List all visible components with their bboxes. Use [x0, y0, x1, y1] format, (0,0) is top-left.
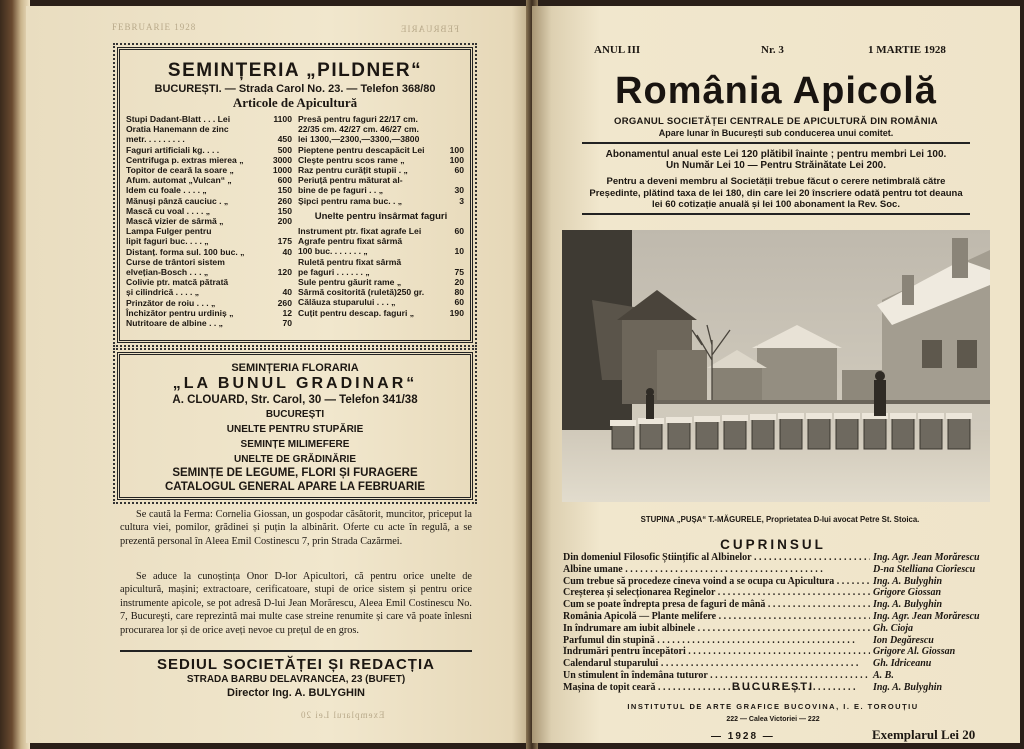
toc-article-title: Îndrumări pentru începători . . .	[563, 646, 870, 658]
item-name: Cleşte pentru scos rame „	[298, 154, 405, 165]
price-list-item	[126, 165, 292, 175]
price-list-item	[126, 298, 292, 308]
price-list-item	[126, 206, 292, 216]
footer-title: SEDIUL SOCIETĂȚEI ȘI REDACȚIA	[157, 656, 435, 673]
membership-info: Pentru a deveni membru al Societății trebue făcut o cerere netimbrală către Președinte, plătind taxa de lei 180, din care lei 20 înscriere odată pentru tot deauna lei 60 cotizație anuală și lei 100 abonament la Rev. Soc.	[589, 176, 963, 210]
price-list-item	[298, 155, 464, 165]
item-name: Lampa Fulger pentru	[126, 226, 212, 237]
item-price: 80	[454, 287, 464, 298]
item-name: Sârmă cositorită (ruletă)250 gr.	[298, 287, 425, 298]
item-price: 200	[277, 216, 292, 227]
toc-entry	[563, 599, 985, 611]
item-name: elvețian-Bosch . . . „	[126, 267, 209, 278]
subscription-info	[582, 149, 970, 171]
toc-entry	[563, 564, 985, 576]
price-list-item	[298, 246, 464, 256]
footer-rule	[120, 650, 472, 652]
item-name: lei 1300,—2300,—3300,—3800	[298, 134, 420, 145]
item-price: 500	[277, 144, 292, 155]
price-column-2	[298, 114, 464, 328]
item-price: 150	[277, 205, 292, 216]
toc-article-title: Mașina de topit ceară . . .	[563, 682, 870, 694]
price-list-item	[298, 124, 464, 134]
gradinar-city: BUCUREȘTI	[265, 409, 325, 420]
pildner-title: SEMINȚERIA „PILDNER“	[167, 60, 423, 81]
item-price: 60	[454, 226, 464, 237]
price-list-item	[126, 124, 292, 134]
item-name: Raz pentru curățit stupii . „	[298, 165, 408, 176]
price-list-item	[298, 114, 464, 124]
masthead-tagline: Apare lunar în București sub conducerea unui comitet.	[658, 128, 894, 138]
item-name: 100 buc. . . . . . . „	[298, 246, 368, 257]
publication-city: BUCUREȘTI	[731, 681, 815, 693]
issue-number: Nr. 3	[761, 44, 784, 56]
toc-entry	[563, 646, 985, 658]
masthead-subtitle: ORGANUL SOCIETĂȚEI CENTRALE DE APICULTURĂ DIN ROMÂNIA	[614, 116, 938, 127]
toc-entry	[563, 670, 985, 682]
item-price: 120	[277, 267, 292, 278]
item-price: 70	[282, 318, 292, 329]
photo-caption: STUPINA „PUȘA“ T.-MĂGURELE, Proprietatea D-lui avocat Petre St. Stoica.	[640, 515, 920, 524]
price-list-item	[298, 134, 464, 144]
item-name: 22/35 cm. 42/27 cm. 46/27 cm.	[298, 124, 419, 135]
suppliers-notice-paragraph: Se aduce la cunoștința Onor D-lor Apicultori, că pentru orice unelte de apicultură, mașini; extractoare, cerificatoare, stupi de orice sistem și pentru orice instrumente apicole, se pot adresă D-lui Jean Morărescu, Aleea Emil Costinescu No. 7, Bucureşti, care reprezintă mai multe case streine renumite și care vă poate înlesni procurarea lor și de orice aveți nevoe cu prețul de en gros.	[120, 571, 472, 636]
item-name: Călăuza stuparului . . . „	[298, 297, 396, 308]
issue-price: Exemplarul Lei 20	[872, 727, 976, 742]
item-price: 12	[282, 307, 292, 318]
item-price: 150	[277, 185, 292, 196]
price-list-item	[298, 308, 464, 318]
item-name: Pieptene pentru descapăcit Lei	[298, 144, 425, 155]
item-price	[461, 114, 464, 124]
item-name: Mască cu voal . . . . „	[126, 205, 211, 216]
price-list-item	[298, 297, 464, 307]
price-list-item	[126, 247, 292, 257]
item-name: Presă pentru faguri 22/17 cm.	[298, 114, 418, 124]
toc-entry	[563, 623, 985, 635]
price-group-2b	[298, 226, 464, 318]
item-name: Cuțit pentru descap. faguri „	[298, 307, 415, 318]
item-price: 40	[282, 246, 292, 257]
item-price: 260	[277, 195, 292, 206]
item-price: 450	[277, 134, 292, 145]
toc-author: Ing. Agr. Jean Morărescu	[873, 552, 980, 563]
apiary-photo-illustration	[562, 230, 990, 502]
item-price	[461, 175, 464, 185]
subscription-line-2: Un Număr Lei 10 — Pentru Străinătate Lei 200.	[665, 160, 887, 171]
item-name: Nutritoare de albine . . „	[126, 318, 223, 329]
apiary-photograph	[562, 230, 990, 502]
footer-address: STRADA BARBU DELAVRANCEA, 23 (BUFET)	[186, 674, 406, 685]
pildner-advertisement	[117, 47, 473, 343]
toc-article-title: Cum se poate îndrepta presa de faguri de mână . . .	[563, 599, 870, 611]
toc-article-title: Din domeniul Filosofic Științific al Albinelor . . .	[563, 552, 870, 564]
item-name: Colivie ptr. matcă pătrată	[126, 277, 229, 288]
item-price: 260	[277, 297, 292, 308]
item-name: metr. . . . . . . . .	[126, 134, 185, 145]
toc-entry	[563, 552, 985, 564]
toc-article-title: România Apicolă — Plante melifere . . .	[563, 611, 870, 623]
price-list-item	[126, 226, 292, 236]
price-list-item	[126, 236, 292, 246]
price-list-item	[126, 134, 292, 144]
printer-name: INSTITUTUL DE ARTE GRAFICE BUCOVINA, I. E. TOROUȚIU	[627, 702, 919, 711]
toc-author: D-na Stelliana Ciorîescu	[873, 563, 976, 575]
item-name: Centrifuga p. extras mierea „	[126, 154, 244, 165]
price-list-item	[298, 145, 464, 155]
item-price	[289, 257, 292, 267]
item-price: 3000	[272, 154, 292, 165]
toc-entry	[563, 576, 985, 588]
item-price: 175	[277, 236, 292, 247]
price-list-item	[126, 287, 292, 297]
item-name: Închizător pentru urdiniș „	[126, 307, 234, 318]
item-name: Instrument ptr. fixat agrafe Lei	[298, 226, 422, 237]
price-list-item	[126, 175, 292, 185]
toc-author: Ing. Agr. Jean Morărescu	[873, 610, 980, 622]
price-list-item	[126, 185, 292, 195]
ghost-header-text: FEBRUARIE 1928	[112, 22, 197, 32]
item-price	[461, 124, 464, 134]
publication-year: — 1928 —	[711, 731, 775, 742]
table-of-contents	[563, 552, 985, 694]
footer-director: Director Ing. A. BULYGHIN	[227, 687, 365, 699]
price-list-item	[298, 185, 464, 195]
pildner-subtitle: Articole de Apicultură	[232, 95, 358, 110]
item-price: 10	[454, 246, 464, 257]
toc-article-title: Albine umane . . .	[563, 564, 870, 576]
item-name: Agrafe pentru fixat sârmă	[298, 236, 403, 247]
price-list-item	[298, 257, 464, 267]
gradinar-line-6: SEMINȚE MILIMEFERE	[240, 439, 350, 450]
item-name: Distanț. forma sul. 100 buc. „	[126, 246, 245, 257]
price-list-item	[126, 196, 292, 206]
gradinar-line-5: UNELTE PENTRU STUPĂRIE	[226, 424, 364, 435]
item-name: Oratia Hanemann de zinc	[126, 124, 229, 135]
pildner-price-list	[126, 114, 464, 328]
price-list-item	[298, 277, 464, 287]
toc-author: Gh. Idriceanu	[873, 658, 932, 670]
price-list-item	[298, 267, 464, 277]
gradinar-advertisement	[117, 352, 473, 500]
item-price: 60	[454, 165, 464, 176]
price-list-item	[298, 287, 464, 297]
item-name: lipit faguri buc. . . . „	[126, 236, 209, 247]
toc-article-title: Parfumul din stupină . . .	[563, 635, 870, 647]
price-column-1	[126, 114, 292, 328]
item-price: 600	[277, 175, 292, 186]
item-price: 3	[459, 195, 464, 206]
item-name: Prinzător de roiu . . . „	[126, 297, 216, 308]
ghost-footer-text: Exemplarul Lei 20	[300, 710, 385, 720]
toc-author: Grigore Al. Giossan	[873, 646, 956, 658]
item-price	[289, 277, 292, 287]
toc-author: Grigore Giossan	[873, 587, 942, 599]
membership-rule	[582, 213, 970, 215]
toc-entry	[563, 658, 985, 670]
gradinar-address: A. CLOUARD, Str. Carol, 30 — Telefon 341/38	[172, 394, 418, 406]
toc-author: Ing. A. Bulyghin	[873, 575, 943, 587]
masthead-rule	[582, 142, 970, 144]
price-subheading: Unelte pentru însârmat faguri	[314, 210, 448, 222]
item-name: pe faguri . . . . . . „	[298, 266, 370, 277]
gradinar-name: „LA BUNUL GRADINAR“	[172, 375, 418, 392]
toc-author: Ing. A. Bulyghin	[873, 681, 943, 693]
item-name: Idem cu foale . . . . „	[126, 185, 207, 196]
toc-article-title: Cum trebue să procedeze cineva voind a se ocupa cu Apicultura . . .	[563, 576, 870, 588]
item-price: 40	[282, 287, 292, 298]
printer-address: 222 — Calea Victoriei — 222	[726, 716, 820, 723]
item-price	[461, 236, 464, 246]
item-name: Mănuși pânză cauciuc . „	[126, 195, 229, 206]
item-price	[289, 226, 292, 236]
toc-article-title: In îndrumare am iubit albinele . . .	[563, 623, 870, 635]
item-name: și cilindrică . . . . „	[126, 287, 200, 298]
price-list-item	[126, 318, 292, 328]
item-name: Afum. automat „Vulcan“ „	[126, 175, 232, 186]
contents-heading: CUPRINSUL	[720, 537, 826, 552]
item-name: Mască vizier de sârmă „	[126, 216, 224, 227]
issue-date: 1 MARTIE 1928	[868, 44, 946, 56]
price-list-item	[126, 114, 292, 124]
price-group-2a	[298, 114, 464, 206]
ghost-header-mirror: FEBRUARIE	[400, 24, 460, 34]
toc-author: A. B.	[873, 669, 894, 681]
price-list-item	[298, 175, 464, 185]
price-list-item	[298, 236, 464, 246]
gradinar-line-8: SEMINȚE DE LEGUME, FLORI ȘI FURAGERE	[172, 467, 418, 479]
price-list-item	[298, 226, 464, 236]
masthead-title: România Apicolă	[615, 70, 937, 112]
gradinar-line-7: UNELTE DE GRĂDINĂRIE	[233, 454, 357, 465]
item-price: 20	[454, 277, 464, 288]
item-name: Ruletă pentru fixat sârmă	[298, 256, 402, 267]
item-name: Curse de trântori sistem	[126, 256, 225, 267]
item-price: 1000	[272, 165, 292, 176]
item-price: 30	[454, 185, 464, 196]
price-list-item	[298, 196, 464, 206]
toc-article-title: Un stimulent în îndemâna tuturor . . .	[563, 670, 870, 682]
farm-notice-paragraph: Se caută la Ferma: Cornelia Giossan, un gospodar căsătorit, muncitor, priceput la cultura viei, pomilor, grădinei și puțin la albinărit. Oferte cu acte în regulă, a se prezentă personal în Aleea Emil Costinescu 7, prin Strada Cazărmei.	[120, 509, 472, 547]
toc-article-title: Calendarul stuparului . . .	[563, 658, 870, 670]
item-price: 60	[454, 297, 464, 308]
toc-entry	[563, 611, 985, 623]
toc-entry	[563, 635, 985, 647]
gradinar-line-1: SEMINȚERIA FLORARIA	[231, 362, 359, 374]
price-list-item	[126, 277, 292, 287]
item-price	[461, 257, 464, 267]
item-price: 190	[449, 307, 464, 318]
item-name: Faguri artificiali kg. . . .	[126, 144, 220, 155]
item-price	[289, 124, 292, 134]
issue-year: ANUL III	[594, 44, 641, 56]
pildner-address: BUCUREȘTI. — Strada Carol No. 23. — Telefon 368/80	[154, 83, 436, 95]
toc-entry	[563, 587, 985, 599]
toc-article-title: Creșterea și selecționarea Reginelor . . .	[563, 587, 870, 599]
price-list-item	[126, 257, 292, 267]
item-name: bine de pe faguri . . „	[298, 185, 383, 196]
price-list-item	[126, 308, 292, 318]
toc-author: Gh. Cioja	[873, 622, 914, 634]
item-price	[461, 134, 464, 144]
price-list-item	[298, 165, 464, 175]
toc-author: Ing. A. Bulyghin	[873, 599, 943, 611]
price-list-item	[126, 216, 292, 226]
item-price: 1100	[273, 114, 292, 124]
price-list-item	[126, 267, 292, 277]
toc-author: Ion Degărescu	[873, 634, 934, 646]
item-price: 100	[449, 144, 464, 155]
gradinar-line-9: CATALOGUL GENERAL APARE LA FEBRUARIE	[164, 481, 426, 493]
item-name: Șipci pentru rama buc. . „	[298, 195, 403, 206]
item-price: 100	[449, 154, 464, 165]
item-name: Sule pentru găurit rame „	[298, 277, 402, 288]
item-price: 75	[454, 266, 464, 277]
item-name: Topitor de ceară la soare „	[126, 165, 234, 176]
price-list-item	[126, 155, 292, 165]
item-name: Stupi Dadant-Blatt . . . Lei	[126, 114, 231, 124]
price-list-item	[126, 145, 292, 155]
item-name: Periuță pentru măturat al-	[298, 175, 403, 186]
subscription-line-1: Abonamentul anual este Lei 120 plătibil înainte ; pentru membri Lei 100.	[605, 149, 947, 160]
